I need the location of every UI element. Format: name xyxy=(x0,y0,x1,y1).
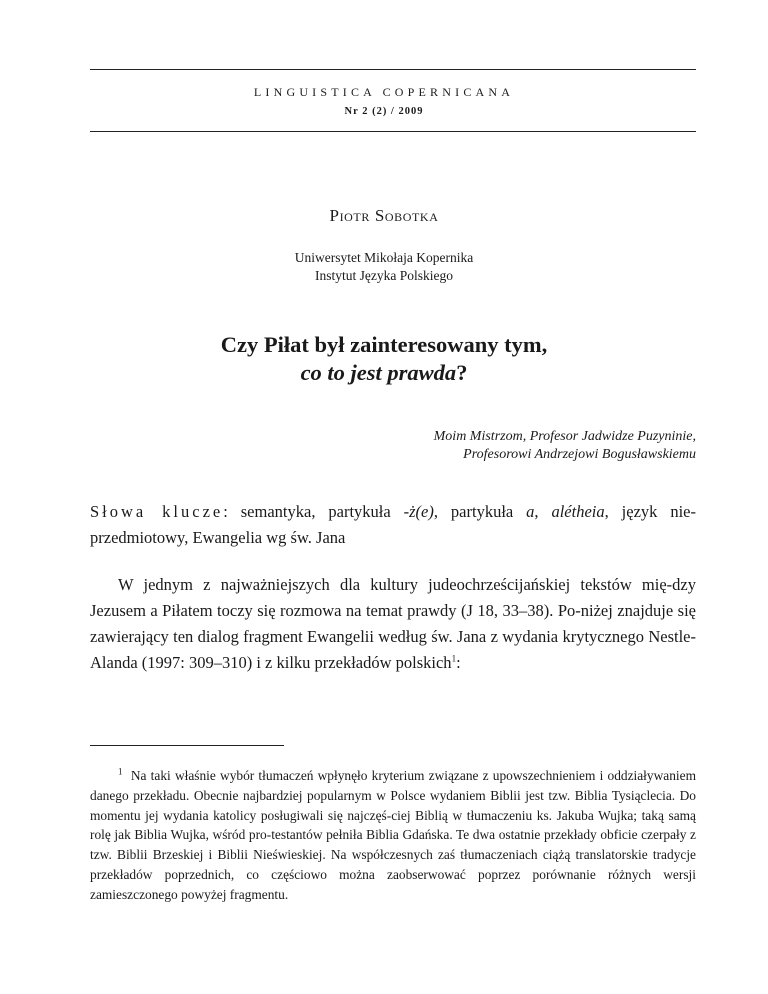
body-paragraph xyxy=(90,572,696,676)
keywords-text: : semantyka, partykuła xyxy=(223,502,404,521)
article-title-question: ? xyxy=(456,360,468,385)
dedication-line2: Profesorowi Andrzejowi Bogusławskiemu xyxy=(463,447,696,462)
keywords-text: , xyxy=(534,502,552,521)
keywords-label: Słowa klucze xyxy=(90,502,224,521)
header-bottom-rule xyxy=(90,131,696,132)
footnote-separator xyxy=(90,745,284,746)
footnote-text: Na taki właśnie wybór tłumaczeń wpłynęło kryterium związane z upowszechnieniem i oddziaływaniem danego przekładu. Obecnie najbardziej popularnym w Polsce wydaniem Biblii jest tzw. Biblia Tysiąclecia. Do momentu jej wydania katolicy posługiwali się najczęś-ciej Biblią w tłumaczeniu ks. Jakuba Wujka; taką samą rolę jak Biblia Wujka, wśród pro-testantów pełniła Biblia Gdańska. Te dwa ostatnie przekłady obficie czerpały z tzw. Biblii Brzeskiej i Biblii Nieświeskiej. Na współczesnych zaś tłumaczeniach ciążą translatorskie tradycje przekładów poprzednich, co częściowo można zaobserwować poprzez porównanie różnych wersji zamieszczonego powyżej fragmentu. xyxy=(90,768,696,902)
affiliation-university: Uniwersytet Mikołaja Kopernika xyxy=(294,250,474,265)
keywords-italic: alétheia xyxy=(551,502,605,521)
keywords xyxy=(90,499,696,551)
footnote-number: 1 xyxy=(118,766,123,777)
keywords-text: , partykuła xyxy=(433,502,527,521)
keywords-italic: a xyxy=(526,502,535,521)
journal-name: LINGUISTICA COPERNICANA xyxy=(253,85,515,99)
keywords-italic: -ż(e) xyxy=(403,502,434,521)
keywords-text: , język nie-przedmiotowy, Ewangelia wg św. Jana xyxy=(90,502,696,547)
issue-number: Nr 2 (2) / 2009 xyxy=(344,106,424,117)
article-title-italic: co to jest prawda xyxy=(300,360,457,385)
author-name: Piotr Sobotka xyxy=(329,206,439,225)
article-title-line1: Czy Piłat był zainteresowany tym, xyxy=(220,332,548,357)
article-title-line2 xyxy=(0,360,768,386)
paragraph-text: W jednym z najważniejszych dla kultury judeochrześcijańskiej tekstów mię-dzy Jezusem a Piłatem toczy się rozmowa na temat prawdy (J 18, 33–38). Po-niżej znajduje się zawierający ten dialog fragment Ewangelii według św. Jana z wydania krytycznego Nestle-Alanda (1997: 309–310) i z kilku przekładów polskich xyxy=(90,575,696,672)
dedication-line1: Moim Mistrzom, Profesor Jadwidze Puzyninie, xyxy=(433,429,696,444)
affiliation-institute: Instytut Języka Polskiego xyxy=(315,268,453,283)
paragraph-end: : xyxy=(456,653,461,672)
footnote xyxy=(90,766,696,905)
header-top-rule xyxy=(90,69,696,70)
footnote-reference[interactable]: 1 xyxy=(451,653,457,664)
